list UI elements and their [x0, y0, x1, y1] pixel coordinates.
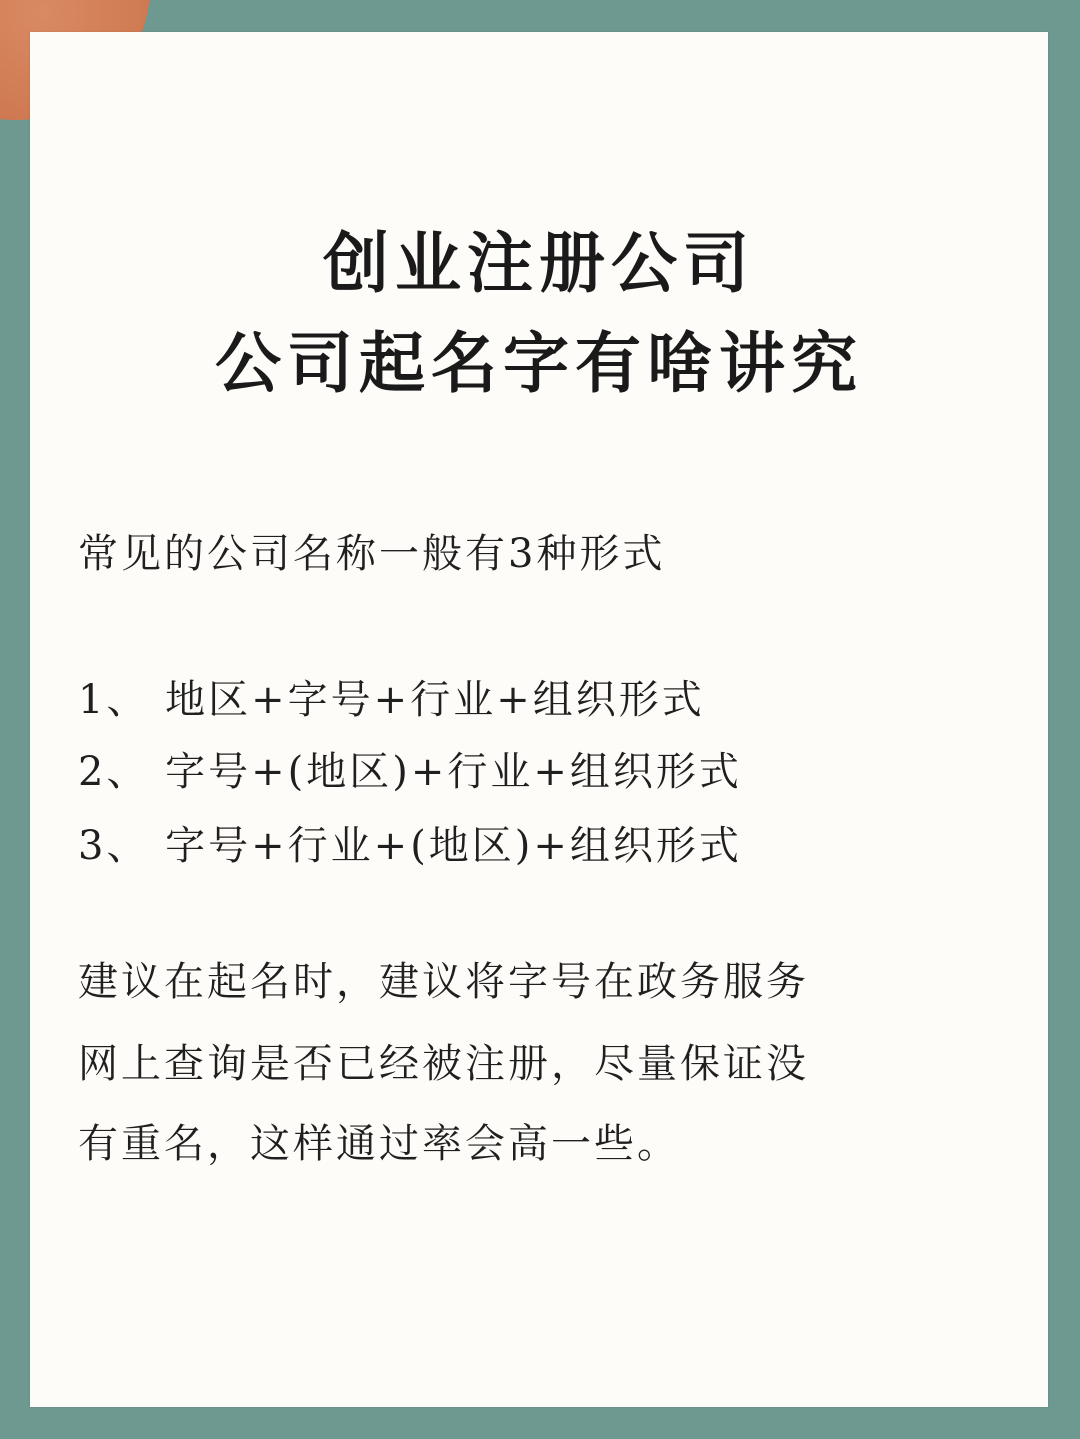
advice-line-2: 网上查询是否已经被注册，尽量保证没: [78, 1041, 809, 1087]
list-item: 3、 字号+行业+(地区)+组织形式: [78, 823, 742, 869]
content-card: [30, 32, 1048, 1407]
advice-line-3: 有重名，这样通过率会高一些。: [78, 1121, 680, 1167]
list-item: 2、 字号+(地区)+行业+组织形式: [78, 749, 742, 795]
title-line-1: 创业注册公司: [323, 224, 755, 302]
advice-line-1: 建议在起名时，建议将字号在政务服务: [78, 959, 809, 1005]
title-line-2: 公司起名字有啥讲究: [215, 324, 863, 402]
intro-text: 常见的公司名称一般有3种形式: [78, 531, 666, 577]
list-item: 1、 地区+字号+行业+组织形式: [78, 677, 705, 723]
